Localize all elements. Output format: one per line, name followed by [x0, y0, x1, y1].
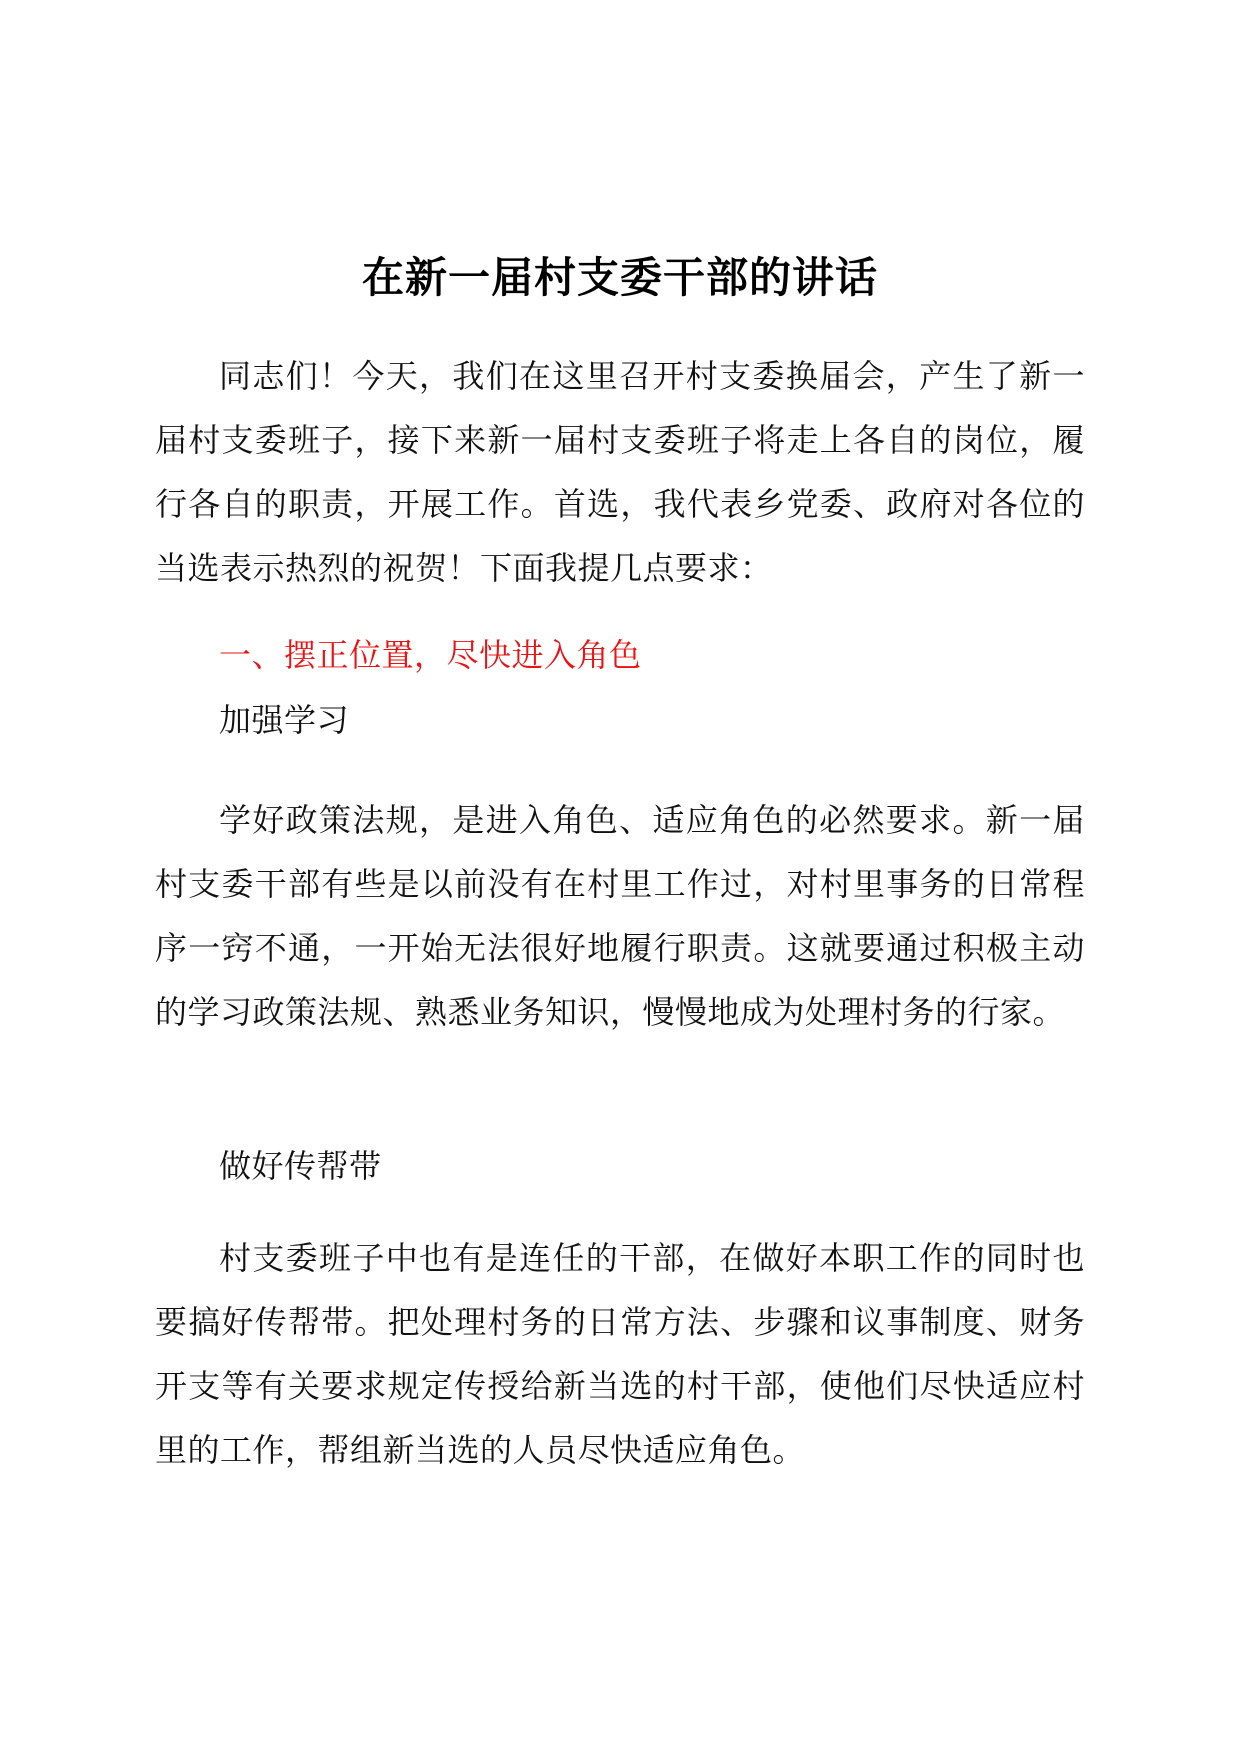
subheading-mentor: 做好传帮带: [219, 1147, 382, 1185]
section-heading-1: 一、摆正位置，尽快进入角色: [219, 636, 642, 674]
study-paragraph: 学好政策法规，是进入角色、适应角色的必然要求。新一届村支委干部有些是以前没有在村里工作过，对村里事务的日常程序一窍不通，一开始无法很好地履行职责。这就要通过积极主动的学习政策法规、熟悉业务知识，慢慢地成为处理村务的行家。: [155, 801, 1085, 1031]
subheading-study: 加强学习: [219, 701, 350, 739]
document-title: 在新一届村支委干部的讲话: [361, 253, 878, 302]
intro-paragraph: 同志们！今天，我们在这里召开村支委换届会，产生了新一届村支委班子，接下来新一届村支委班子将走上各自的岗位，履行各自的职责，开展工作。首选，我代表乡党委、政府对各位的当选表示热烈的祝贺！下面我提几点要求：: [155, 357, 1085, 587]
mentor-paragraph: 村支委班子中也有是连任的干部，在做好本职工作的同时也要搞好传帮带。把处理村务的日常方法、步骤和议事制度、财务开支等有关要求规定传授给新当选的村干部，使他们尽快适应村里的工作，帮组新当选的人员尽快适应角色。: [155, 1239, 1085, 1469]
